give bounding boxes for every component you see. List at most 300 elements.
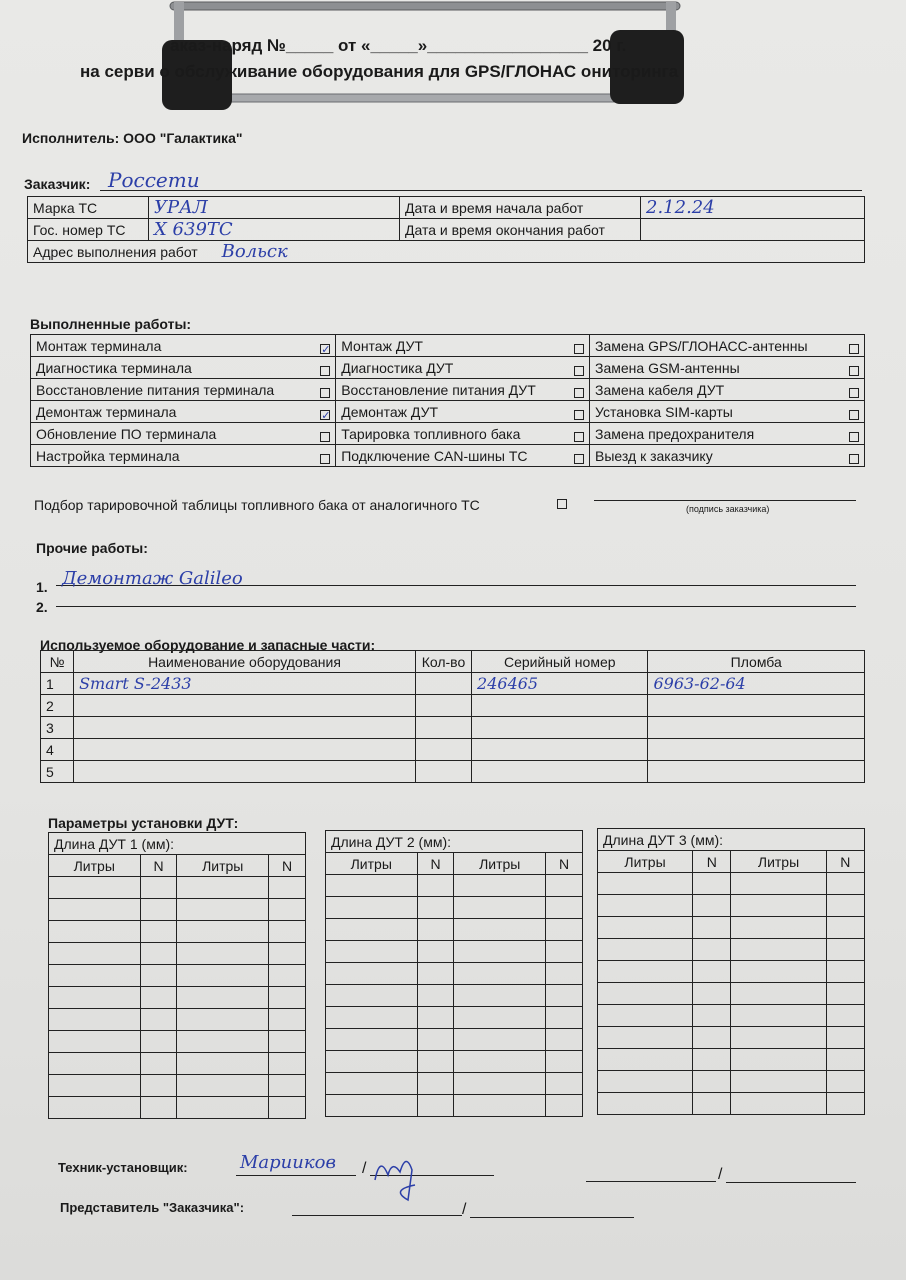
equipment-cell: 3 [41,717,74,739]
table-row [326,1051,583,1073]
dut-cell[interactable] [546,985,583,1007]
dut-cell[interactable] [177,987,269,1009]
address-row [28,241,865,263]
dut-cell[interactable] [140,1053,177,1075]
dut-cell[interactable] [140,1009,177,1031]
dut-table-1 [48,832,306,1119]
equipment-cell[interactable] [415,739,471,761]
dut-cell[interactable] [140,1075,177,1097]
table-row [326,875,583,897]
dut-cell[interactable] [731,983,826,1005]
address-value[interactable]: Вольск [221,241,288,262]
dut-cell[interactable] [454,1073,546,1095]
dut-cell[interactable] [731,939,826,961]
dut-cell[interactable] [598,895,693,917]
equipment-cell[interactable] [415,673,471,695]
work-item-checkbox[interactable] [849,344,859,354]
dut-cell[interactable] [326,1051,418,1073]
work-item-label: Демонтаж терминала [36,403,177,420]
dut-cell[interactable] [177,1075,269,1097]
dut-cell[interactable] [454,941,546,963]
work-item-checkbox[interactable] [320,388,330,398]
table-row [49,1009,306,1031]
dut-cell[interactable] [693,1005,731,1027]
dut-cell[interactable] [140,943,177,965]
dut-cell[interactable] [417,1029,454,1051]
brand-value[interactable]: УРАЛ [149,197,400,219]
selection-checkbox[interactable] [557,499,567,509]
table-row [41,761,865,783]
dut-cell[interactable] [49,1031,141,1053]
table-row [49,899,306,921]
technician-signature-icon [370,1150,440,1205]
work-item-label: Обновление ПО терминала [36,425,217,442]
equipment-header: № [41,651,74,673]
dut-cell[interactable] [269,921,306,943]
dut-cell[interactable] [598,1071,693,1093]
other-work-2-num: 2. [36,599,48,615]
work-item-label: Установка SIM-карты [595,403,733,420]
table-row [326,1095,583,1117]
dut-cell[interactable] [693,1049,731,1071]
work-item-checkbox[interactable] [574,344,584,354]
work-item-checkbox[interactable] [320,410,330,420]
dut-cell[interactable] [454,985,546,1007]
table-row [326,1073,583,1095]
work-item-checkbox[interactable] [849,388,859,398]
dut-table-3 [597,828,865,1115]
dut-cell[interactable] [826,1093,864,1115]
executor-value: ООО "Галактика" [123,130,243,146]
table-row [598,873,865,895]
dut-cell[interactable] [454,1095,546,1117]
work-item [336,423,590,445]
work-item-checkbox[interactable] [574,388,584,398]
dut-cell[interactable] [731,873,826,895]
equipment-cell[interactable] [472,717,648,739]
equipment-cell[interactable]: 246465 [472,673,648,695]
dut-length-label: Длина ДУТ 2 (мм): [326,831,583,853]
dut-cell[interactable] [140,1097,177,1119]
dut-title: Параметры установки ДУТ: [48,815,239,831]
dut-cell[interactable] [177,877,269,899]
equipment-header: Пломба [648,651,865,673]
work-item-label: Тарировка топливного бака [341,425,521,442]
table-row [598,1071,865,1093]
dut-cell[interactable] [693,917,731,939]
other-works-title: Прочие работы: [36,540,148,556]
dut-cell[interactable] [326,1095,418,1117]
equipment-header: Кол-во [415,651,471,673]
work-item-checkbox[interactable] [320,344,330,354]
dut-cell[interactable] [546,963,583,985]
dut-cell[interactable] [177,1031,269,1053]
dut-cell[interactable] [269,1031,306,1053]
work-item [31,335,336,357]
work-item-checkbox[interactable] [574,410,584,420]
work-item-label: Замена предохранителя [595,425,755,442]
dut-cell[interactable] [326,1073,418,1095]
dut-cell[interactable] [140,877,177,899]
equipment-cell[interactable] [472,739,648,761]
dut-cell[interactable] [269,943,306,965]
work-item [590,335,865,357]
table-row [598,983,865,1005]
dut-cell[interactable] [546,875,583,897]
dut-col-header: Литры [326,853,418,875]
dut-cell[interactable] [454,875,546,897]
executor-label: Исполнитель: ООО "Галактика" [22,130,243,146]
dut-cell[interactable] [454,1007,546,1029]
dut-cell[interactable] [826,873,864,895]
other-work-1-value[interactable]: Демонтаж Galileo [62,568,243,589]
address-label: Адрес выполнения работ [33,244,198,260]
dut-cell[interactable] [454,1029,546,1051]
dut-cell[interactable] [326,897,418,919]
equipment-header: Серийный номер [472,651,648,673]
dut-cell[interactable] [326,1007,418,1029]
plate-value[interactable]: Х 639ТС [149,219,400,241]
dut-cell[interactable] [598,1027,693,1049]
work-item-label: Замена GSM-антенны [595,359,740,376]
dut-cell[interactable] [731,1093,826,1115]
work-item [336,335,590,357]
equipment-cell: 1 [41,673,74,695]
selection-label: Подбор тарировочной таблицы топливного бака от аналогичного ТС [34,497,480,513]
dut-cell[interactable] [826,939,864,961]
work-item-label: Монтаж терминала [36,337,162,354]
document-subtitle: на серви о обслуживание оборудования для GPS/ГЛОНАС ониторинга [80,62,679,81]
dut-cell[interactable] [326,941,418,963]
equipment-cell[interactable] [74,761,416,783]
dut-cell[interactable] [693,1093,731,1115]
table-row [326,1029,583,1051]
dut-cell[interactable] [417,963,454,985]
dut-cell[interactable] [546,919,583,941]
dut-cell[interactable] [693,1027,731,1049]
table-row [49,1097,306,1119]
dut-cell[interactable] [693,961,731,983]
equipment-cell: 2 [41,695,74,717]
dut-cell[interactable] [731,1071,826,1093]
work-item [336,357,590,379]
work-item-checkbox[interactable] [849,432,859,442]
table-row [598,1049,865,1071]
dut-cell[interactable] [269,1097,306,1119]
work-item [336,401,590,423]
dut-col-header: N [417,853,454,875]
end-label: Дата и время окончания работ [400,219,641,241]
dut-cell[interactable] [177,921,269,943]
work-item [590,445,865,467]
dut-cell[interactable] [731,961,826,983]
work-item-checkbox[interactable] [320,454,330,464]
dut-cell[interactable] [177,943,269,965]
works-title: Выполненные работы: [30,316,192,332]
tech-name[interactable]: Марииков [240,1152,336,1173]
dut-cell[interactable] [454,963,546,985]
equipment-cell[interactable] [415,717,471,739]
tech-label: Техник-установщик: [58,1160,188,1175]
dut-cell[interactable] [417,919,454,941]
dut-cell[interactable] [177,1009,269,1031]
dut-cell[interactable] [417,1007,454,1029]
table-row [49,1075,306,1097]
work-item-label: Восстановление питания терминала [36,381,275,398]
work-item-label: Диагностика ДУТ [341,359,454,376]
work-item [336,379,590,401]
table-row [49,987,306,1009]
work-item-checkbox[interactable] [574,432,584,442]
end-value[interactable] [641,219,865,241]
dut-cell[interactable] [598,873,693,895]
dut-cell[interactable] [826,1027,864,1049]
work-item-checkbox[interactable] [574,366,584,376]
dut-cell[interactable] [326,875,418,897]
dut-col-header: Литры [177,855,269,877]
table-row [598,1005,865,1027]
dut-cell[interactable] [269,1053,306,1075]
dut-cell[interactable] [49,899,141,921]
dut-cell[interactable] [598,917,693,939]
work-item-checkbox[interactable] [574,454,584,464]
table-row [326,1007,583,1029]
dut-cell[interactable] [269,1009,306,1031]
dut-col-header: Литры [598,851,693,873]
dut-cell[interactable] [546,1029,583,1051]
dut-cell[interactable] [454,897,546,919]
rep-label: Представитель "Заказчика": [60,1200,245,1215]
work-item-checkbox[interactable] [849,454,859,464]
dut-cell[interactable] [417,985,454,1007]
table-row [41,739,865,761]
dut-cell[interactable] [49,943,141,965]
dut-cell[interactable] [326,963,418,985]
dut-cell[interactable] [140,965,177,987]
vehicle-info-table [27,196,865,263]
dut-cell[interactable] [731,917,826,939]
dut-cell[interactable] [826,1071,864,1093]
work-item-label: Диагностика терминала [36,359,192,376]
work-item [31,445,336,467]
dut-cell[interactable] [598,1093,693,1115]
table-row [41,717,865,739]
dut-cell[interactable] [546,941,583,963]
dut-cell[interactable] [598,983,693,1005]
dut-col-header: N [269,855,306,877]
equipment-cell[interactable] [74,739,416,761]
dut-cell[interactable] [140,921,177,943]
dut-cell[interactable] [177,1097,269,1119]
equipment-table [40,650,865,783]
work-item [31,423,336,445]
equipment-cell[interactable] [74,717,416,739]
dut-cell[interactable] [140,987,177,1009]
dut-cell[interactable] [546,1007,583,1029]
work-item [590,423,865,445]
dut-cell[interactable] [49,877,141,899]
work-item-label: Восстановление питания ДУТ [341,381,536,398]
dut-col-header: Литры [49,855,141,877]
dut-cell[interactable] [417,1051,454,1073]
dut-cell[interactable] [731,1005,826,1027]
dut-cell[interactable] [49,1009,141,1031]
equipment-cell[interactable] [415,695,471,717]
dut-col-header: Литры [731,851,826,873]
table-row [598,917,865,939]
dut-cell[interactable] [546,1073,583,1095]
table-row [598,1093,865,1115]
work-item-label: Замена GPS/ГЛОНАСС-антенны [595,337,808,354]
dut-cell[interactable] [49,1097,141,1119]
dut-cell[interactable] [826,917,864,939]
dut-cell[interactable] [826,895,864,917]
other-work-1-num: 1. [36,579,48,595]
dut-cell[interactable] [454,919,546,941]
dut-cell[interactable] [326,985,418,1007]
work-item-checkbox[interactable] [320,366,330,376]
work-item-label: Замена кабеля ДУТ [595,381,725,398]
equipment-cell[interactable] [648,739,865,761]
table-row [598,1027,865,1049]
dut-cell[interactable] [417,1095,454,1117]
equipment-cell[interactable]: 6963-62-64 [648,673,865,695]
dut-cell[interactable] [326,1029,418,1051]
dut-cell[interactable] [693,1071,731,1093]
work-item [590,401,865,423]
dut-cell[interactable] [546,1095,583,1117]
table-row [49,921,306,943]
table-row [41,673,865,695]
brand-label: Марка ТС [28,197,149,219]
dut-cell[interactable] [49,1075,141,1097]
dut-cell[interactable] [546,897,583,919]
work-item-label: Демонтаж ДУТ [341,403,439,420]
table-row [326,963,583,985]
dut-col-header: N [140,855,177,877]
work-item-checkbox[interactable] [849,366,859,376]
dut-cell[interactable] [693,983,731,1005]
document-title: аказ-наряд №_____ от «_____»_________________ 20 г. [170,36,627,55]
dut-col-header: N [546,853,583,875]
start-value[interactable]: 2.12.24 [641,197,865,219]
table-row [49,1053,306,1075]
work-item-checkbox[interactable] [849,410,859,420]
dut-cell[interactable] [140,899,177,921]
dut-cell[interactable] [417,897,454,919]
dut-cell[interactable] [546,1051,583,1073]
work-item [31,357,336,379]
dut-cell[interactable] [269,877,306,899]
dut-cell[interactable] [598,939,693,961]
work-item-checkbox[interactable] [320,432,330,442]
work-item [590,357,865,379]
table-row [41,695,865,717]
work-item-label: Подключение CAN-шины ТС [341,447,528,464]
dut-cell[interactable] [826,1049,864,1071]
dut-table-2 [325,830,583,1117]
table-row [49,965,306,987]
dut-cell[interactable] [693,873,731,895]
table-row [49,1031,306,1053]
work-item [31,379,336,401]
plate-label: Гос. номер ТС [28,219,149,241]
table-row [49,943,306,965]
equipment-cell[interactable] [74,695,416,717]
dut-cell[interactable] [598,1049,693,1071]
dut-cell[interactable] [269,987,306,1009]
equipment-cell[interactable] [648,695,865,717]
dut-length-label: Длина ДУТ 3 (мм): [598,829,865,851]
customer-label: Заказчик: [24,176,91,192]
dut-cell[interactable] [417,1073,454,1095]
dut-cell[interactable] [693,939,731,961]
dut-cell[interactable] [269,965,306,987]
dut-cell[interactable] [177,1053,269,1075]
work-item-label: Монтаж ДУТ [341,337,423,354]
table-row [326,897,583,919]
order-form-sheet: аказ-наряд №_____ от «_____»_________________ 20 г. на серви о обслуживание оборудования для GPS/ГЛОНАС ониторинга Исполнитель: ООО "Галактика" Заказчик: Россети Марка ТС УРАЛ Дата и время начала работ 2.12.24 Гос. номер ТС Х 639ТС Дата и время окончания работ Адрес выполнения работ Вольск Выполненные работы: Монтаж терминала ✓ Монтаж ДУТ Замена GPS/ГЛОНАСС-антенны Диагностика терминала Диагностика ДУТ Замена GSM-антенны Восстановление питания терминала Восстановление питания ДУТ Замена кабеля ДУТ Демонтаж терминала ✓ Демонтаж ДУТ Установка SIM-карты Обновление ПО терминала Тарировка топливного бака Замена предохранителя Настройка терминала Подключение CAN-шины ТС Выезд к заказчику Подбор тарировочной таблицы топливного бака от аналогичного ТС (подпись заказчика) Прочие работы: 1. Демонтаж Galileo 2. Используемое оборудование и запасные части: № Наименование оборудования Кол-во Серийный номер Пломба 1 Smart S-2433 246465 6963-62-64 2 3 4 5 Параметры установки ДУТ: Длина ДУТ 1 (мм): Литры N Литры N Длина ДУТ 2 (мм): Литры N Литры N Длина ДУТ 3 (мм): Литры N Литры N Техник-установщик: Марииков / / Представитель "Заказчика": / [0,0,906,1280]
dut-cell[interactable] [598,961,693,983]
customer-value[interactable]: Россети [108,168,200,192]
start-label: Дата и время начала работ [400,197,641,219]
work-item [336,445,590,467]
dut-cell[interactable] [826,961,864,983]
dut-cell[interactable] [140,1031,177,1053]
dut-length-label: Длина ДУТ 1 (мм): [49,833,306,855]
dut-cell[interactable] [49,965,141,987]
equipment-cell[interactable] [648,717,865,739]
dut-col-header: Литры [454,853,546,875]
equipment-cell[interactable] [415,761,471,783]
dut-cell[interactable] [326,919,418,941]
works-table [30,334,865,467]
dut-cell[interactable] [417,941,454,963]
equipment-cell[interactable]: Smart S-2433 [74,673,416,695]
work-item-label: Выезд к заказчику [595,447,713,464]
dut-cell[interactable] [731,1027,826,1049]
dut-cell[interactable] [598,1005,693,1027]
work-item-label: Настройка терминала [36,447,180,464]
dut-cell[interactable] [269,1075,306,1097]
equipment-header: Наименование оборудования [74,651,416,673]
equipment-cell: 5 [41,761,74,783]
equipment-cell[interactable] [472,695,648,717]
equipment-title: Используемое оборудование и запасные части: [40,637,376,653]
dut-cell[interactable] [177,899,269,921]
equipment-cell: 4 [41,739,74,761]
dut-cell[interactable] [693,895,731,917]
dut-cell[interactable] [731,1049,826,1071]
dut-cell[interactable] [731,895,826,917]
dut-cell[interactable] [454,1051,546,1073]
dut-cell[interactable] [826,983,864,1005]
dut-cell[interactable] [49,921,141,943]
equipment-cell[interactable] [472,761,648,783]
equipment-cell[interactable] [648,761,865,783]
dut-cell[interactable] [417,875,454,897]
dut-cell[interactable] [49,1053,141,1075]
dut-cell[interactable] [826,1005,864,1027]
work-item [31,401,336,423]
table-row [326,919,583,941]
work-item [590,379,865,401]
dut-cell[interactable] [177,965,269,987]
dut-col-header: N [693,851,731,873]
table-row [326,941,583,963]
dut-cell[interactable] [49,987,141,1009]
dut-cell[interactable] [269,899,306,921]
